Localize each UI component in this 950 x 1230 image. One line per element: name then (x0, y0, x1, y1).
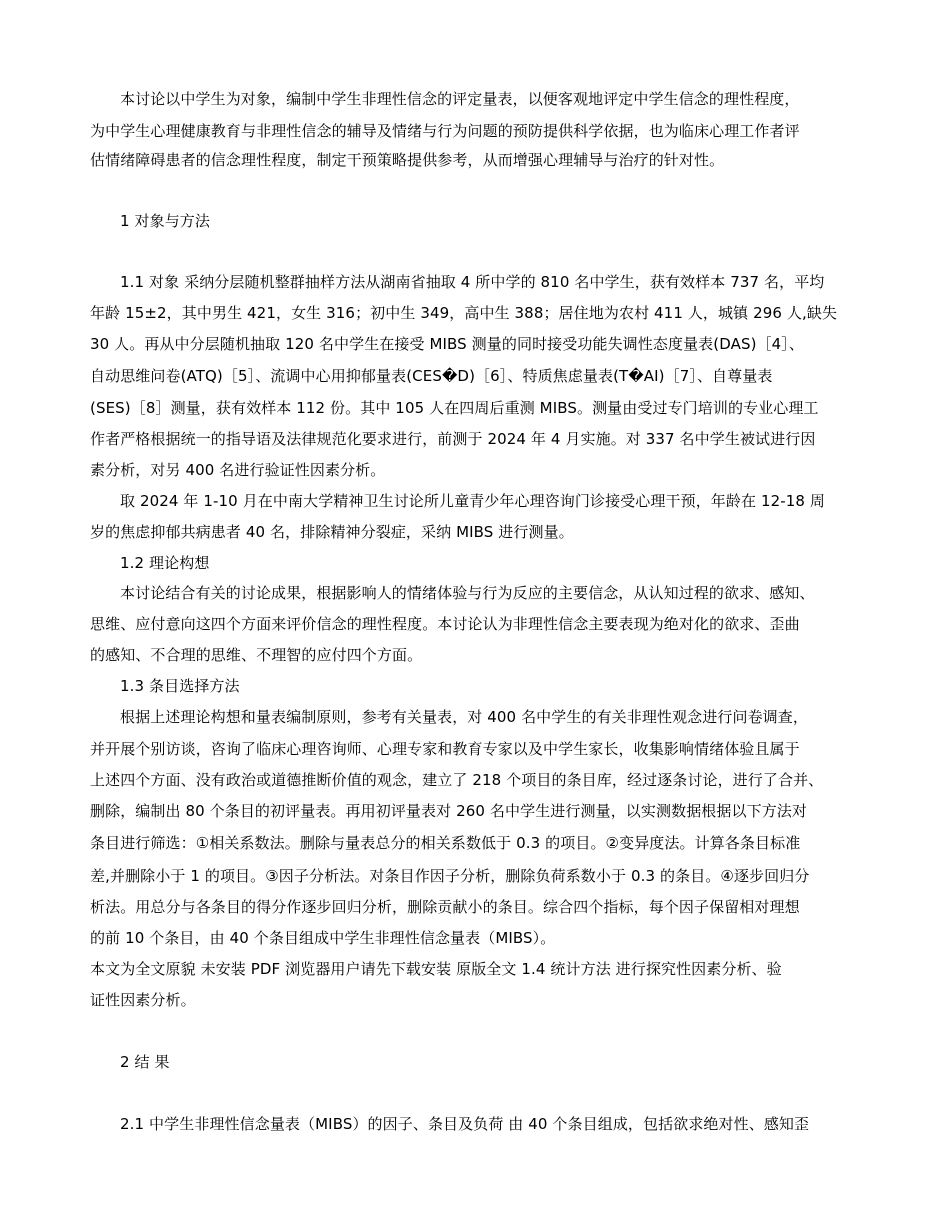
subjects-line-1: 1.1 对象 采纳分层随机整群抽样方法从湖南省抽取 4 所中学的 810 名中学生，获有效样本 737 名，平均 (120, 273, 825, 291)
subjects-line-6: 作者严格根据统一的指导语及法律规范化要求进行，前测于 2024 年 4 月实施。对 337 名中学生被试进行因 (90, 430, 816, 448)
intro-line-3: 估情绪障碍患者的信念理性程度，制定干预策略提供参考，从而增强心理辅导与治疗的针对性。 (90, 151, 725, 169)
section-heading-methods: 1 对象与方法 (120, 212, 211, 230)
intro-line-1: 本讨论以中学生为对象，编制中学生非理性信念的评定量表，以便客观地评定中学生信念的理性程度， (120, 90, 800, 108)
selection-line-4: 删除，编制出 80 个条目的初评量表。再用初评量表对 260 名中学生进行测量，以实测数据根据以下方法对 (90, 802, 807, 820)
selection-line-8: 的前 10 个条目，由 40 个条目组成中学生非理性信念量表（MIBS）。 (90, 929, 556, 947)
subjects-line-4: 自动思维问卷(ATQ)［5］、流调中心用抑郁量表(CES�D)［6］、特质焦虑量表(T�AI)［7］、自尊量表 (90, 367, 773, 385)
subjects-line-7: 素分析，对另 400 名进行验证性因素分析。 (90, 461, 386, 479)
subjects-line-2: 年龄 15±2，其中男生 421，女生 316；初中生 349，高中生 388；居住地为农村 411 人，城镇 296 人,缺失 (90, 304, 838, 322)
patients-line-1: 取 2024 年 1-10 月在中南大学精神卫生讨论所儿童青少年心理咨询门诊接受心理干预，年龄在 12-18 周 (120, 492, 826, 510)
heading-item-selection: 1.3 条目选择方法 (120, 677, 240, 695)
intro-line-2: 为中学生心理健康教育与非理性信念的辅导及情绪与行为问题的预防提供科学依据，也为临床心理工作者评 (90, 122, 800, 140)
subjects-line-3: 30 人。再从中分层随机抽取 120 名中学生在接受 MIBS 测量的同时接受功能失调性态度量表(DAS)［4］、 (90, 335, 804, 353)
statistics-line-2: 证性因素分析。 (90, 991, 196, 1009)
subjects-line-5: (SES)［8］测量，获有效样本 112 份。其中 105 人在四周后重测 MIBS。测量由受过专门培训的专业心理工 (90, 399, 819, 417)
selection-line-3: 上述四个方面、没有政治或道德推断价值的观念，建立了 218 个项目的条目库，经过逐条讨论，进行了合并、 (90, 771, 824, 789)
theory-line-2: 思维、应付意向这四个方面来评价信念的理性程度。本讨论认为非理性信念主要表现为绝对化的欲求、歪曲 (90, 615, 800, 633)
results-line-1: 2.1 中学生非理性信念量表（MIBS）的因子、条目及负荷 由 40 个条目组成，包括欲求绝对性、感知歪 (120, 1115, 810, 1133)
theory-line-1: 本讨论结合有关的讨论成果，根据影响人的情绪体验与行为反应的主要信念，从认知过程的欲求、感知、 (120, 584, 815, 602)
selection-line-2: 并开展个别访谈，咨询了临床心理咨询师、心理专家和教育专家以及中学生家长，收集影响情绪体验且属于 (90, 740, 800, 758)
selection-line-5: 条目进行筛选：①相关系数法。删除与量表总分的相关系数低于 0.3 的项目。②变异度法。计算各条目标准 (90, 834, 801, 852)
theory-line-3: 的感知、不合理的思维、不理智的应付四个方面。 (90, 646, 423, 664)
selection-line-1: 根据上述理论构想和量表编制原则，参考有关量表，对 400 名中学生的有关非理性观念进行问卷调查， (120, 708, 808, 726)
section-heading-results: 2 结 果 (120, 1053, 170, 1071)
selection-line-7: 析法。用总分与各条目的得分作逐步回归分析，删除贡献小的条目。综合四个指标，每个因子保留相对理想 (90, 898, 800, 916)
selection-line-6: 差,并删除小于 1 的项目。③因子分析法。对条目作因子分析，删除负荷系数小于 0.3 的条目。④逐步回归分 (90, 867, 810, 885)
patients-line-2: 岁的焦虑抑郁共病患者 40 名，排除精神分裂症，采纳 MIBS 进行测量。 (90, 523, 574, 541)
fulltext-notice-line: 本文为全文原貌 未安装 PDF 浏览器用户请先下载安装 原版全文 1.4 统计方法 进行探究性因素分析、验 (90, 960, 782, 978)
heading-theory: 1.2 理论构想 (120, 554, 210, 572)
